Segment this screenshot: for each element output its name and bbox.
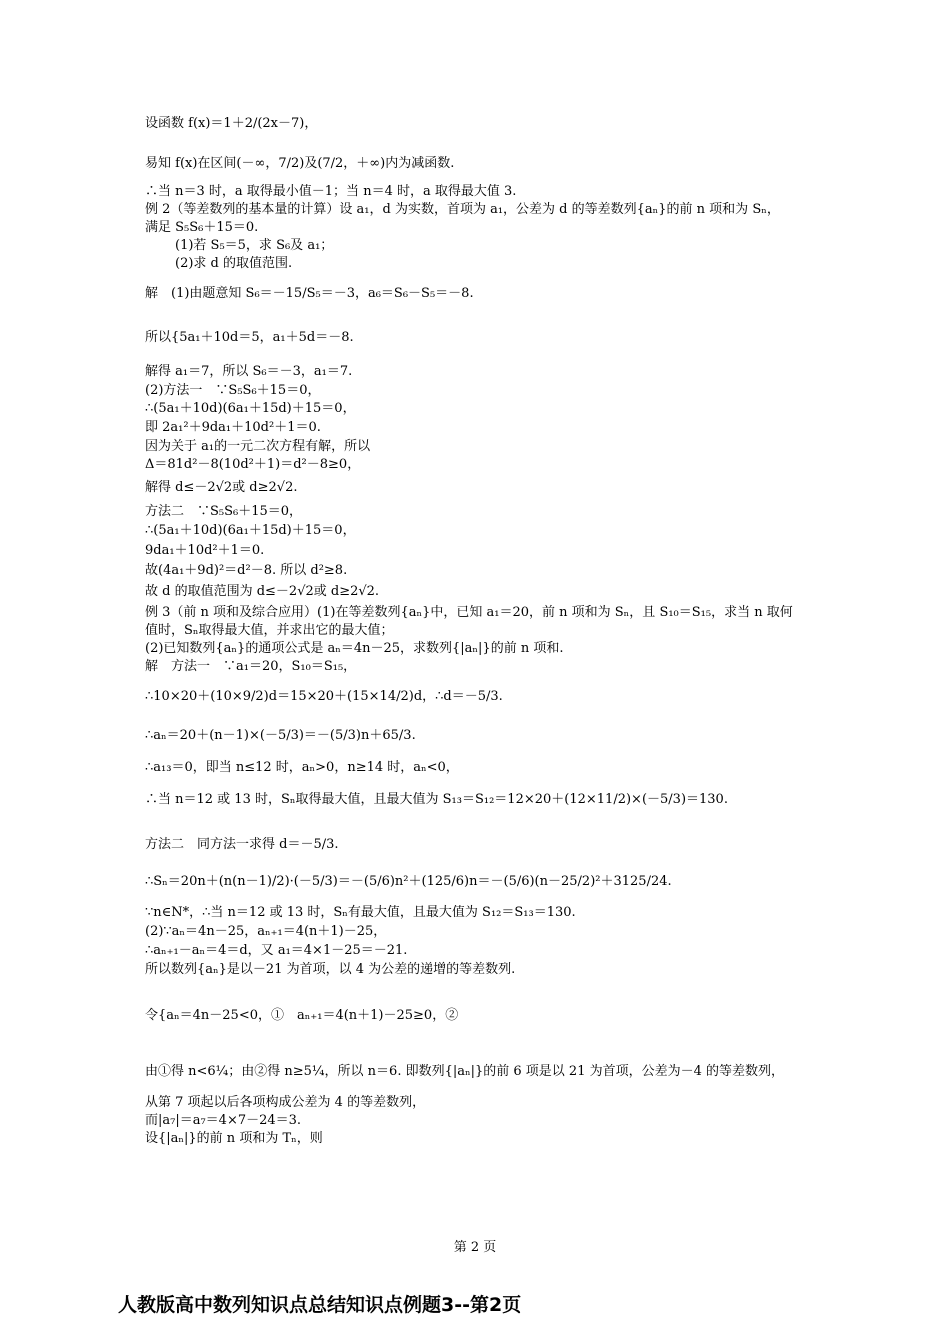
text-line: 满足 S₅S₆＋15＝0. [145, 220, 259, 235]
text-line: 方法二 ∵S₅S₆＋15＝0， [145, 504, 303, 519]
text-line: ∵n∈N*，∴当 n＝12 或 13 时，Sₙ有最大值，且最大值为 S₁₂＝S₁₃＝130. [145, 905, 576, 920]
text-line: ∴aₙ₊₁－aₙ＝4＝d，又 a₁＝4×1－25＝－21. [145, 943, 408, 958]
text-line: (2)∵aₙ＝4n－25，aₙ₊₁＝4(n＋1)－25， [145, 924, 387, 939]
text-line: 故 d 的取值范围为 d≤－2√2或 d≥2√2. [145, 584, 380, 599]
text-line: (2)求 d 的取值范围. [175, 256, 293, 271]
text-line: 所以数列{aₙ}是以－21 为首项，以 4 为公差的递增的等差数列. [145, 962, 516, 977]
text-line: 解得 a₁＝7，所以 S₆＝－3，a₁＝7. [145, 364, 353, 379]
page-number: 第 2 页 [453, 1240, 497, 1255]
text-line: 解 (1)由题意知 S₆＝－15/S₅＝－3，a₆＝S₆－S₅＝－8. [145, 286, 474, 301]
text-line: 值时，Sₙ取得最大值，并求出它的最大值； [145, 623, 394, 638]
text-line: (2)方法一 ∵S₅S₆＋15＝0， [145, 383, 321, 398]
text-line: ∴Sₙ＝20n＋(n(n－1)/2)·(－5/3)＝－(5/6)n²＋(125/6)n＝－(5/6)(n－25/2)²＋3125/24. [145, 874, 672, 889]
text-line: 解得 d≤－2√2或 d≥2√2. [145, 480, 298, 495]
text-line: 例 2（等差数列的基本量的计算）设 a₁，d 为实数，首项为 a₁，公差为 d 的等差数列{aₙ}的前 n 项和为 Sₙ， [145, 202, 780, 217]
text-line: ∴10×20＋(10×9/2)d＝15×20＋(15×14/2)d，∴d＝－5/3. [145, 689, 503, 704]
text-line: 解 方法一 ∵a₁＝20，S₁₀＝S₁₅， [145, 659, 357, 674]
text-line: (1)若 S₅＝5，求 S₆及 a₁； [175, 238, 334, 253]
text-line: ∴当 n＝3 时，a 取得最小值－1；当 n＝4 时，a 取得最大值 3. [145, 184, 517, 199]
text-line: 即 2a₁²＋9da₁＋10d²＋1＝0. [145, 420, 321, 435]
text-line: ∴aₙ＝20＋(n－1)×(－5/3)＝－(5/3)n＋65/3. [145, 728, 416, 743]
text-line: ∴当 n＝12 或 13 时，Sₙ取得最大值，且最大值为 S₁₃＝S₁₂＝12×20＋(12×11/2)×(－5/3)＝130. [145, 792, 728, 807]
text-line: (2)已知数列{aₙ}的通项公式是 aₙ＝4n－25，求数列{|aₙ|}的前 n 项和. [145, 641, 564, 656]
text-line: 设函数 f(x)＝1＋2/(2x－7)， [145, 116, 318, 131]
text-line: 设{|aₙ|}的前 n 项和为 Tₙ，则 [145, 1131, 323, 1146]
text-line: Δ＝81d²－8(10d²＋1)＝d²－8≥0， [145, 457, 361, 472]
text-line: 令{aₙ＝4n－25<0，① aₙ₊₁＝4(n＋1)－25≥0，② [145, 1008, 459, 1023]
text-line: 故(4a₁＋9d)²＝d²－8. 所以 d²≥8. [145, 563, 348, 578]
document-caption: 人教版高中数列知识点总结知识点例题3--第2页 [118, 1294, 522, 1316]
text-line: 方法二 同方法一求得 d＝－5/3. [145, 837, 339, 852]
text-line: 9da₁＋10d²＋1＝0. [145, 543, 265, 558]
text-line: 而|a₇|＝a₇＝4×7－24＝3. [145, 1113, 302, 1128]
text-line: ∴a₁₃＝0，即当 n≤12 时，aₙ>0，n≥14 时，aₙ<0， [145, 760, 459, 775]
text-line: 因为关于 a₁的一元二次方程有解，所以 [145, 439, 371, 454]
text-line: 由①得 n<6¼；由②得 n≥5¼，所以 n＝6. 即数列{|aₙ|}的前 6 项是以 21 为首项，公差为－4 的等差数列， [145, 1064, 784, 1079]
text-line: 从第 7 项起以后各项构成公差为 4 的等差数列， [145, 1095, 426, 1110]
text-line: 所以{5a₁＋10d＝5，a₁＋5d＝－8. [145, 330, 354, 345]
text-line: 易知 f(x)在区间(－∞，7/2)及(7/2，＋∞)内为减函数. [145, 156, 455, 171]
text-line: ∴(5a₁＋10d)(6a₁＋15d)＋15＝0， [145, 401, 356, 416]
text-line: ∴(5a₁＋10d)(6a₁＋15d)＋15＝0， [145, 523, 356, 538]
text-line: 例 3（前 n 项和及综合应用）(1)在等差数列{aₙ}中，已知 a₁＝20，前 n 项和为 Sₙ，且 S₁₀＝S₁₅，求当 n 取何 [145, 605, 793, 620]
